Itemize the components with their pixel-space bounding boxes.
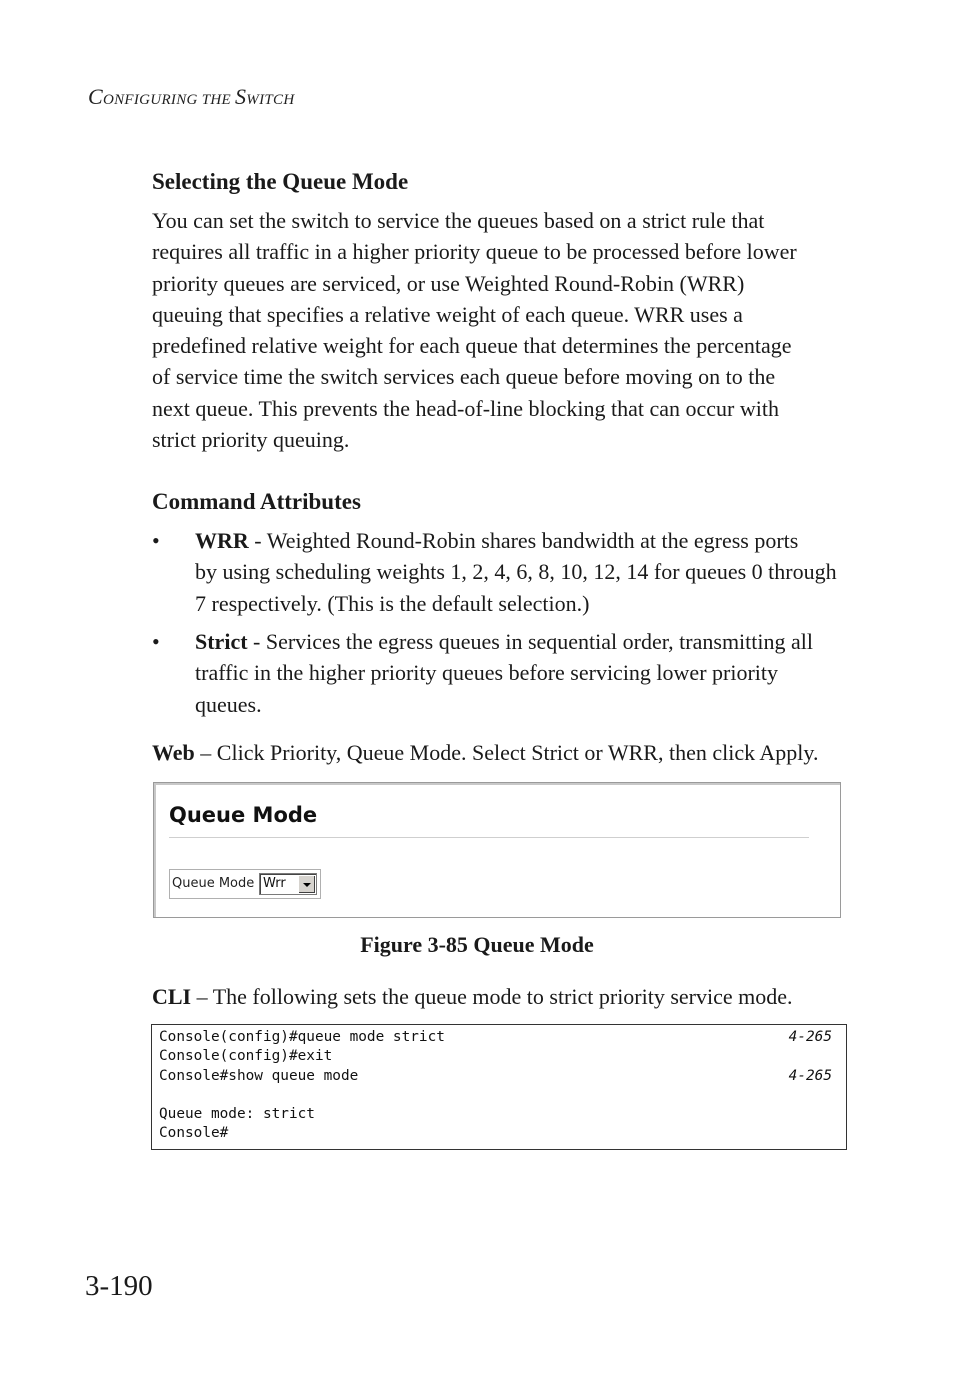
code-page-ref: 4-265 xyxy=(788,1029,832,1045)
paragraph-line: You can set the switch to service the queues based on a strict rule that xyxy=(152,208,765,233)
page-number: 3-190 xyxy=(85,1270,153,1302)
queue-mode-label: Queue Mode xyxy=(172,876,255,891)
paragraph-line: strict priority queuing. xyxy=(152,427,350,453)
chevron-down-icon[interactable] xyxy=(298,875,315,893)
paragraph-line: next queue. This prevents the head-of-line blocking that can occur with xyxy=(152,395,779,421)
bullet-term: WRR xyxy=(195,528,249,553)
bullet-marker: • xyxy=(152,528,160,553)
section-heading-queue-mode: Selecting the Queue Mode xyxy=(152,169,409,194)
paragraph-line: requires all traffic in a higher priority queue to be processed before lower xyxy=(152,239,797,265)
code-line: Console#show queue mode xyxy=(159,1068,359,1084)
queue-mode-screenshot xyxy=(153,782,841,918)
bullet-item-wrr: • WRR - Weighted Round-Robin shares bandwidth at the egress ports by using scheduling weights 1, 2, 4, 6, 8, 10, 12, 14 for queues 0 through 7 respectively. (This is the default selection.) xyxy=(152,525,852,621)
code-line: Console(config)#exit xyxy=(159,1048,333,1064)
paragraph-line: of service time the switch services each queue before moving on to the xyxy=(152,364,776,390)
paragraph-line: priority queues are serviced, or use Weighted Round-Robin (WRR) xyxy=(152,270,745,296)
divider xyxy=(169,837,809,838)
cli-code-block xyxy=(151,1024,847,1150)
paragraph-line: queuing that specifies a relative weight of each queue. WRR uses a xyxy=(152,301,743,327)
bullet-item-strict: • Strict - Services the egress queues in sequential order, transmitting all traffic in the higher priority queues before servicing lower priority queues. xyxy=(152,626,852,722)
section-paragraph xyxy=(152,205,852,455)
code-page-ref: 4-265 xyxy=(788,1068,832,1084)
code-line: Console(config)#queue mode strict xyxy=(159,1029,445,1045)
queue-mode-selected-value: Wrr xyxy=(263,876,286,891)
figure-caption: Figure 3-85 Queue Mode xyxy=(360,932,594,957)
section-heading-command-attributes: Command Attributes xyxy=(152,489,361,514)
queue-mode-row xyxy=(169,869,321,899)
running-header: CONFIGURING THE SWITCH xyxy=(88,84,295,109)
bullet-term: Strict xyxy=(195,629,248,654)
screenshot-title: Queue Mode xyxy=(169,803,318,827)
paragraph-line: predefined relative weight for each queue that determines the percentage xyxy=(152,333,792,359)
code-line: Queue mode: strict xyxy=(159,1106,315,1122)
web-instruction: Web – Click Priority, Queue Mode. Select Strict or WRR, then click Apply. xyxy=(152,740,819,765)
cli-instruction: CLI – The following sets the queue mode to strict priority service mode. xyxy=(152,984,793,1009)
code-line: Console# xyxy=(159,1125,229,1141)
bullet-marker: • xyxy=(152,629,160,654)
queue-mode-select[interactable] xyxy=(259,873,317,895)
